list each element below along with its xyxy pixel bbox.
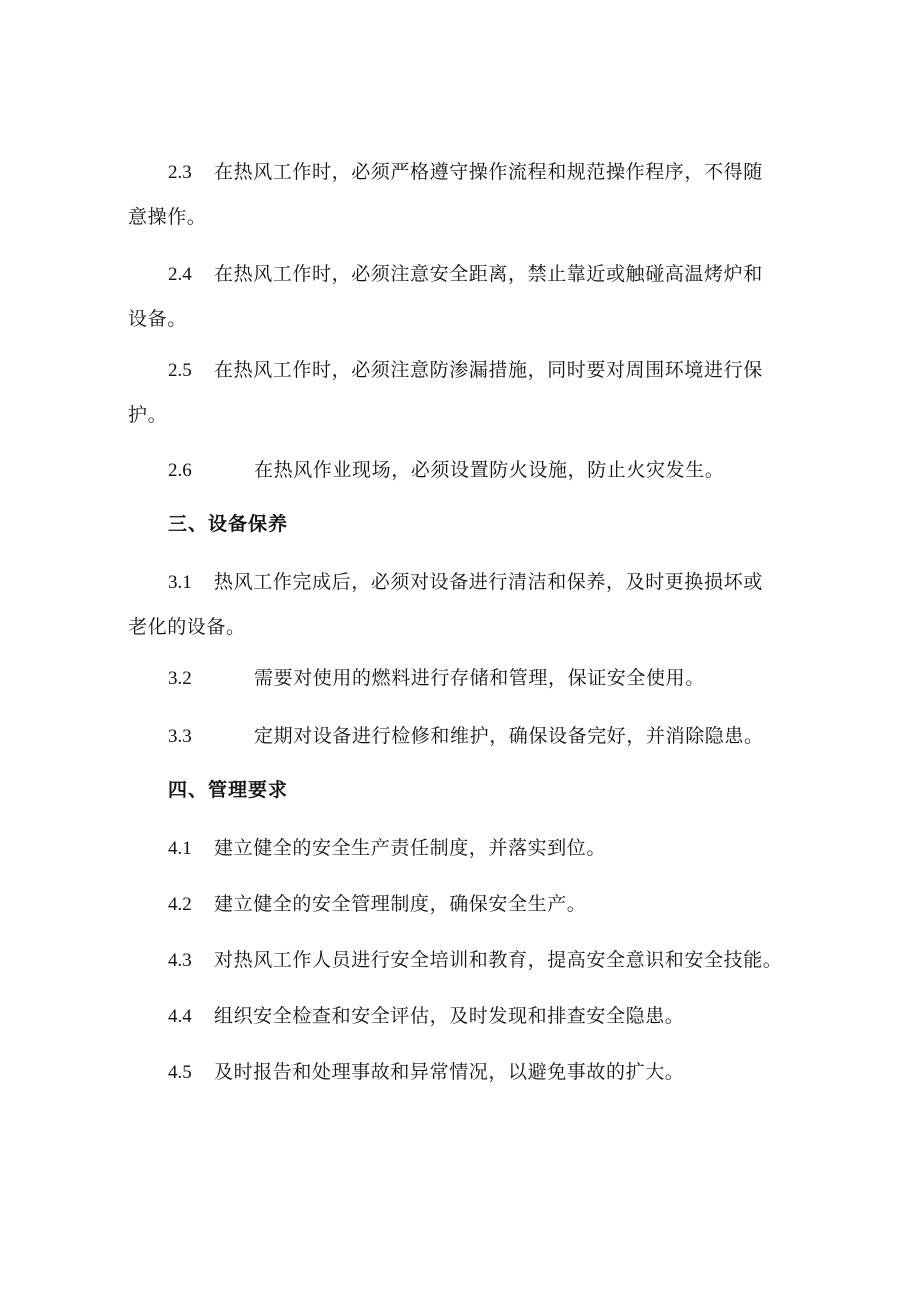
paragraph-line xyxy=(128,348,808,393)
paragraph-4-2 xyxy=(128,882,808,927)
clause-text: 需要对使用的燃料进行存储和管理，保证安全使用。 xyxy=(254,667,705,689)
paragraph-line xyxy=(128,882,808,927)
clause-text: 在热风工作时，必须注意防渗漏措施，同时要对周围环境进行保 xyxy=(214,359,763,381)
clause-text: 热风工作完成后，必须对设备进行清洁和保养，及时更换损坏或 xyxy=(214,571,763,593)
clause-number: 2.5 xyxy=(168,360,192,381)
paragraph-line xyxy=(128,560,808,605)
clause-number: 4.5 xyxy=(168,1062,192,1083)
clause-text: 在热风作业现场，必须设置防火设施，防止火灾发生。 xyxy=(254,459,725,481)
paragraph-4-4 xyxy=(128,994,808,1039)
clause-text: 组织安全检查和安全评估，及时发现和排查安全隐患。 xyxy=(214,1005,685,1027)
clause-number: 3.1 xyxy=(168,572,192,593)
clause-number: 4.1 xyxy=(168,838,192,859)
clause-text: 定期对设备进行检修和维护，确保设备完好，并消除隐患。 xyxy=(254,725,764,747)
paragraph-line: 老化的设备。 xyxy=(128,616,246,638)
clause-number: 4.3 xyxy=(168,950,192,971)
paragraph-line xyxy=(128,994,808,1039)
clause-number: 4.2 xyxy=(168,894,192,915)
paragraph-2-4 xyxy=(128,252,808,341)
clause-text: 在热风工作时，必须严格遵守操作流程和规范操作程序，不得随 xyxy=(214,161,763,183)
paragraph-3-3 xyxy=(128,714,808,759)
paragraph-line xyxy=(128,1050,808,1095)
paragraph-line xyxy=(128,150,808,195)
clause-text: 建立健全的安全管理制度，确保安全生产。 xyxy=(214,893,587,915)
section-heading-equipment-maintenance: 三、设备保养 xyxy=(168,513,289,535)
clause-number: 3.3 xyxy=(168,726,192,747)
clause-number: 2.3 xyxy=(168,162,192,183)
clause-number: 4.4 xyxy=(168,1006,192,1027)
paragraph-3-1 xyxy=(128,560,808,649)
paragraph-line: 设备。 xyxy=(128,308,187,330)
paragraph-2-5 xyxy=(128,348,808,437)
clause-text: 对热风工作人员进行安全培训和教育，提高安全意识和安全技能。 xyxy=(214,949,783,971)
paragraph-line xyxy=(128,826,808,871)
paragraph-line: 护。 xyxy=(128,404,168,426)
paragraph-3-2 xyxy=(128,656,808,701)
clause-text: 建立健全的安全生产责任制度，并落实到位。 xyxy=(214,837,607,859)
clause-number: 2.6 xyxy=(168,460,192,481)
paragraph-line xyxy=(128,938,808,983)
paragraph-line xyxy=(128,656,808,701)
clause-text: 在热风工作时，必须注意安全距离，禁止靠近或触碰高温烤炉和 xyxy=(214,263,763,285)
paragraph-2-6 xyxy=(128,448,808,493)
section-heading-management-requirements: 四、管理要求 xyxy=(168,779,289,801)
paragraph-4-1 xyxy=(128,826,808,871)
paragraph-4-3 xyxy=(128,938,808,983)
clause-text: 及时报告和处理事故和异常情况，以避免事故的扩大。 xyxy=(214,1061,685,1083)
clause-number: 2.4 xyxy=(168,264,192,285)
paragraph-line xyxy=(128,252,808,297)
paragraph-2-3 xyxy=(128,150,808,239)
paragraph-line: 意操作。 xyxy=(128,206,207,228)
paragraph-line xyxy=(128,714,808,759)
paragraph-4-5 xyxy=(128,1050,808,1095)
paragraph-line xyxy=(128,448,808,493)
clause-number: 3.2 xyxy=(168,668,192,689)
